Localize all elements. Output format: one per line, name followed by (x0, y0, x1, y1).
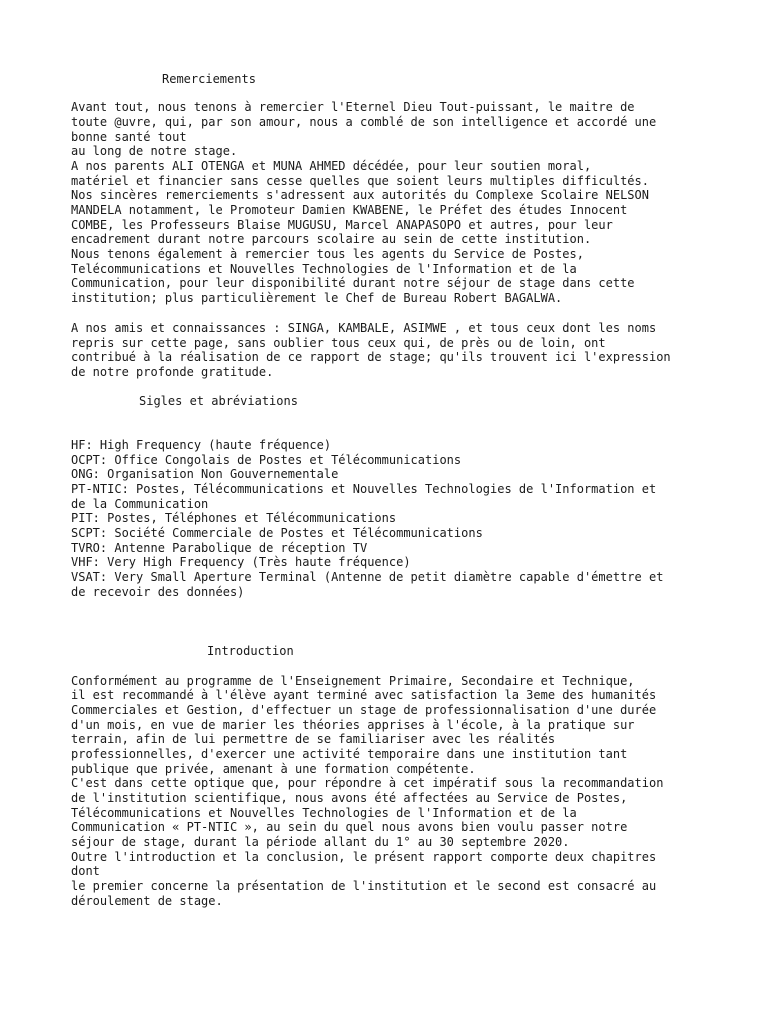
text-line: COMBE, les Professeurs Blaise MUGUSU, Marcel ANAPASOPO et autres, pour leur (71, 218, 613, 232)
list-item: PIT: Postes, Téléphones et Télécommunications (71, 511, 397, 525)
list-item: SCPT: Société Commerciale de Postes et Télécommunications (71, 526, 483, 540)
text-line: repris sur cette page, sans oublier tous ceux qui, de près ou de loin, ont (71, 336, 606, 350)
text-line: Télécommunications et Nouvelles Technologies de l'Information et de la (71, 806, 577, 820)
text-line: Outre l'introduction et la conclusion, le présent rapport comporte deux chapitres (71, 850, 657, 864)
list-item: TVRO: Antenne Parabolique de réception TV (71, 541, 368, 555)
list-item: PT-NTIC: Postes, Télécommunications et Nouvelles Technologies de l'Information et (71, 482, 657, 496)
list-item: VHF: Very High Frequency (Très haute fréquence) (71, 555, 411, 569)
list-item: de la Communication (71, 497, 209, 511)
text-line: déroulement de stage. (71, 894, 223, 908)
text-line: Nos sincères remerciements s'adressent aux autorités du Complexe Scolaire NELSON (71, 188, 649, 202)
text-line: de l'institution scientifique, nous avons été affectées au Service de Postes, (71, 791, 628, 805)
sigles-heading: Sigles et abréviations (139, 394, 298, 408)
list-item: VSAT: Very Small Aperture Terminal (Antenne de petit diamètre capable d'émettre et (71, 570, 664, 584)
text-line: A nos parents ALI OTENGA et MUNA AHMED décédée, pour leur soutien moral, (71, 159, 592, 173)
text-line: Nous tenons également à remercier tous les agents du Service de Postes, (71, 247, 584, 261)
text-line: publique que privée, amenant à une formation compétente. (71, 762, 476, 776)
text-line: Commerciales et Gestion, d'effectuer un stage de professionnalisation d'une durée (71, 703, 657, 717)
text-line: le premier concerne la présentation de l'institution et le second est consacré au (71, 879, 657, 893)
text-line: Avant tout, nous tenons à remercier l'Eternel Dieu Tout-puissant, le maitre de (71, 100, 635, 114)
text-line: bonne santé tout (71, 130, 187, 144)
text-line: institution; plus particulièrement le Chef de Bureau Robert BAGALWA. (71, 291, 563, 305)
text-line: de notre profonde gratitude. (71, 365, 274, 379)
list-item: ONG: Organisation Non Gouvernementale (71, 467, 339, 481)
remerciements-heading: Remerciements (162, 72, 256, 86)
text-line: toute @uvre, qui, par son amour, nous a comblé de son intelligence et accordé une (71, 115, 657, 129)
text-line: matériel et financier sans cesse quelles que soient leurs multiples difficultés. (71, 174, 649, 188)
text-line: MANDELA notamment, le Promoteur Damien KWABENE, le Préfet des études Innocent (71, 203, 628, 217)
text-line: C'est dans cette optique que, pour répondre à cet impératif sous la recommandation (71, 776, 664, 790)
text-line: A nos amis et connaissances : SINGA, KAMBALE, ASIMWE , et tous ceux dont les noms (71, 321, 657, 335)
text-line: encadrement durant notre parcours scolaire au sein de cette institution. (71, 232, 592, 246)
text-line: Communication « PT-NTIC », au sein du quel nous avons bien voulu passer notre (71, 820, 628, 834)
text-line: d'un mois, en vue de marier les théories apprises à l'école, à la pratique sur (71, 718, 635, 732)
list-item: de recevoir des données) (71, 585, 245, 599)
text-line: dont (71, 864, 100, 878)
list-item: OCPT: Office Congolais de Postes et Télécommunications (71, 453, 462, 467)
text-line: séjour de stage, durant la période allant du 1° au 30 septembre 2020. (71, 835, 570, 849)
text-line: Communication, pour leur disponibilité durant notre séjour de stage dans cette (71, 276, 635, 290)
list-item: HF: High Frequency (haute fréquence) (71, 438, 332, 452)
text-line: professionnelles, d'exercer une activité temporaire dans une institution tant (71, 747, 628, 761)
text-line: terrain, afin de lui permettre de se familiariser avec les réalités (71, 732, 556, 746)
introduction-heading: Introduction (207, 644, 294, 658)
text-line: il est recommandé à l'élève ayant terminé avec satisfaction la 3eme des humanités (71, 688, 657, 702)
text-line: Conformément au programme de l'Enseignement Primaire, Secondaire et Technique, (71, 674, 635, 688)
text-line: Telécommunications et Nouvelles Technologies de l'Information et de la (71, 262, 577, 276)
text-line: contribué à la réalisation de ce rapport de stage; qu'ils trouvent ici l'expression (71, 350, 671, 364)
text-line: au long de notre stage. (71, 144, 238, 158)
